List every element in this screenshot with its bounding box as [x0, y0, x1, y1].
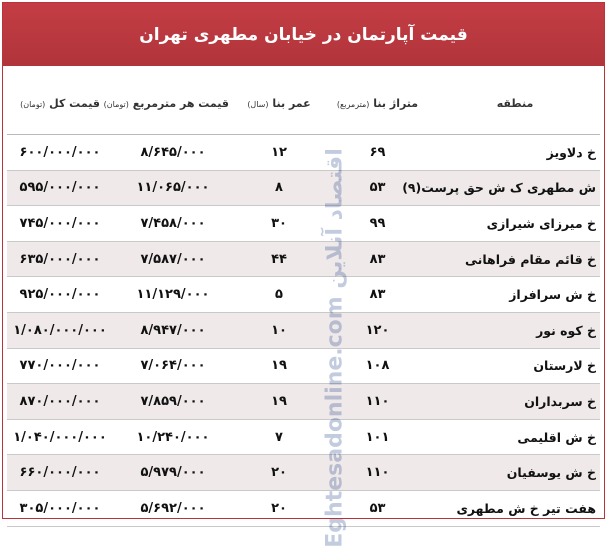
cell-age: ۱۲ — [233, 135, 325, 171]
title-bar — [3, 3, 604, 66]
cell-region: خ لارستان — [430, 348, 600, 384]
cell-total-price: ۳۰۵/۰۰۰/۰۰۰ — [7, 490, 113, 526]
cell-area: ۵۳ — [325, 170, 430, 206]
cell-area: ۸۳ — [325, 241, 430, 277]
cell-price-per-meter: ۱۱/۰۶۵/۰۰۰ — [113, 170, 233, 206]
cell-region: خ ش اقلیمی — [430, 419, 600, 455]
cell-total-price: ۱/۰۴۰/۰۰۰/۰۰۰ — [7, 419, 113, 455]
cell-price-per-meter: ۸/۹۴۷/۰۰۰ — [113, 312, 233, 348]
cell-age: ۳۰ — [233, 206, 325, 242]
cell-total-price: ۶۶۰/۰۰۰/۰۰۰ — [7, 455, 113, 491]
cell-area: ۶۹ — [325, 135, 430, 171]
cell-area: ۵۳ — [325, 490, 430, 526]
header-area: متراژ بنا (مترمربع) — [325, 73, 430, 135]
cell-region: ش مطهری ک ش حق پرست(۹) — [430, 170, 600, 206]
page-title: قیمت آپارتمان در خیابان مطهری تهران — [139, 24, 468, 45]
cell-total-price: ۶۳۵/۰۰۰/۰۰۰ — [7, 241, 113, 277]
cell-area: ۸۳ — [325, 277, 430, 313]
cell-price-per-meter: ۷/۰۶۴/۰۰۰ — [113, 348, 233, 384]
table-row — [7, 455, 600, 491]
price-table — [7, 73, 600, 548]
cell-region: خ میرزای شیرازی — [430, 206, 600, 242]
header-region: منطقه — [430, 73, 600, 135]
cell-area: ۱۱۰ — [325, 455, 430, 491]
cell-total-price: ۹۲۵/۰۰۰/۰۰۰ — [7, 277, 113, 313]
cell-age: ۲۰ — [233, 455, 325, 491]
cell-region: خ سربداران — [430, 384, 600, 420]
cell-price-per-meter: ۱۱/۱۲۹/۰۰۰ — [113, 277, 233, 313]
watermark: Eghtesadonline.com اقتصاد آنلاین — [322, 148, 348, 548]
cell-total-price: ۷۴۵/۰۰۰/۰۰۰ — [7, 206, 113, 242]
cell-region: خ کوه نور — [430, 312, 600, 348]
header-age: عمر بنا (سال) — [233, 73, 325, 135]
cell-total-price: ۶۰۰/۰۰۰/۰۰۰ — [7, 135, 113, 171]
table-row — [7, 490, 600, 526]
cell-area: ۱۰۱ — [325, 419, 430, 455]
cell-total-price: ۵۹۵/۰۰۰/۰۰۰ — [7, 170, 113, 206]
cell-price-per-meter: ۷/۸۵۹/۰۰۰ — [113, 384, 233, 420]
cell-region: خ قائم مقام فراهانی — [430, 241, 600, 277]
cell-price-per-meter: ۷/۴۵۸/۰۰۰ — [113, 206, 233, 242]
cell-total-price: ۱/۰۸۰/۰۰۰/۰۰۰ — [7, 312, 113, 348]
cell-region: خ ش سرافراز — [430, 277, 600, 313]
cell-region: خ دلاویز — [430, 135, 600, 171]
cell-price-per-meter: ۵/۹۷۹/۰۰۰ — [113, 455, 233, 491]
cell-age: ۱۹ — [233, 384, 325, 420]
table-row — [7, 419, 600, 455]
cell-region: هفت تیر خ ش مطهری — [430, 490, 600, 526]
cell-price-per-meter: ۱۰/۲۴۰/۰۰۰ — [113, 419, 233, 455]
cell-age: ۱۰ — [233, 312, 325, 348]
cell-total-price: ۷۷۰/۰۰۰/۰۰۰ — [7, 348, 113, 384]
cell-age: ۴۴ — [233, 241, 325, 277]
cell-age: ۷ — [233, 419, 325, 455]
table-row — [7, 135, 600, 171]
cell-price-per-meter: ۷/۵۸۷/۰۰۰ — [113, 241, 233, 277]
table-row — [7, 170, 600, 206]
cell-total-price: ۸۷۰/۰۰۰/۰۰۰ — [7, 384, 113, 420]
cell-area: ۱۰۸ — [325, 348, 430, 384]
cell-area: ۱۱۰ — [325, 384, 430, 420]
cell-age: ۲۰ — [233, 490, 325, 526]
header-total-price: قیمت کل (تومان) — [7, 73, 113, 135]
cell-age: ۸ — [233, 170, 325, 206]
table-row — [7, 277, 600, 313]
table-header-row — [7, 73, 600, 135]
table-row — [7, 348, 600, 384]
cell-age: ۵ — [233, 277, 325, 313]
cell-area: ۱۲۰ — [325, 312, 430, 348]
cell-price-per-meter: ۸/۶۴۵/۰۰۰ — [113, 135, 233, 171]
table-row — [7, 241, 600, 277]
table-row — [7, 312, 600, 348]
cell-price-per-meter: ۵/۶۹۲/۰۰۰ — [113, 490, 233, 526]
table-row — [7, 384, 600, 420]
cell-area: ۹۹ — [325, 206, 430, 242]
table-row — [7, 206, 600, 242]
price-table-card — [2, 2, 605, 548]
cell-region: خ ش یوسفیان — [430, 455, 600, 491]
header-price-per-meter: قیمت هر مترمربع (تومان) — [113, 73, 233, 135]
cell-age: ۱۹ — [233, 348, 325, 384]
